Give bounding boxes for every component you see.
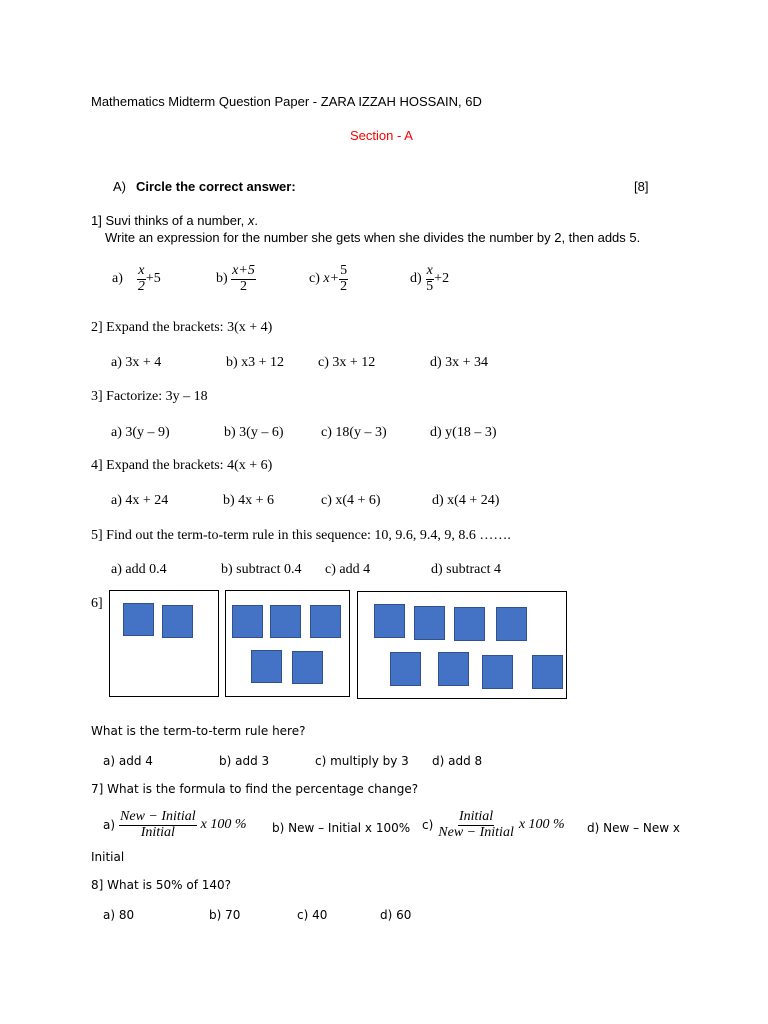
pattern-square: [374, 604, 405, 638]
q8-option-d[interactable]: d) 60: [380, 908, 412, 922]
q2-option-c[interactable]: c) 3x + 12: [318, 355, 376, 370]
q5-option-a[interactable]: a) add 0.4: [111, 562, 167, 577]
q6-label: 6]: [91, 596, 103, 611]
q7-option-a[interactable]: a) $\frac{\text{New − Initial}}{\text{Initial}}$ x 100 %: [103, 809, 247, 840]
q5-option-c[interactable]: c) add 4: [325, 562, 371, 577]
q8-option-b[interactable]: b) 70: [209, 908, 241, 922]
q7-option-b[interactable]: b) New – Initial x 100%: [272, 821, 411, 835]
q3-option-d[interactable]: d) y(18 – 3): [430, 425, 497, 440]
instruction-letter: A): [113, 179, 126, 194]
q6-option-d[interactable]: d) add 8: [432, 754, 483, 768]
pattern-square: [232, 605, 263, 638]
q4-option-a[interactable]: a) 4x + 24: [111, 493, 169, 508]
instruction-text: Circle the correct answer:: [136, 179, 296, 194]
q6-option-a[interactable]: a) add 4: [103, 754, 153, 768]
q7-option-d[interactable]: d) New – New x: [587, 821, 681, 835]
q5-question: 5] Find out the term-to-term rule in this sequence: 10, 9.6, 9.4, 9, 8.6 …….: [91, 528, 511, 543]
q1-question-line2: Write an expression for the number she gets when she divides the number by 2, then adds 5.: [105, 230, 641, 245]
pattern-term-3: [357, 591, 567, 699]
q8-option-a[interactable]: a) 80: [103, 908, 135, 922]
q4-option-b[interactable]: b) 4x + 6: [223, 493, 275, 508]
q1-question: 1] Suvi thinks of a number, x.: [91, 213, 258, 228]
q4-option-c[interactable]: c) x(4 + 6): [321, 493, 381, 508]
q6-option-c[interactable]: c) multiply by 3: [315, 754, 409, 768]
q7-option-c[interactable]: c) $\frac{\text{Initial}}{\text{New − Initial}}$ x 100 %: [422, 809, 565, 840]
paper-title: Mathematics Midterm Question Paper - ZARA IZZAH HOSSAIN, 6D: [91, 94, 482, 109]
pattern-square: [251, 650, 282, 683]
pattern-square: [482, 655, 513, 689]
q5-option-d[interactable]: d) subtract 4: [431, 562, 501, 577]
pattern-square: [123, 603, 154, 636]
q4-option-d[interactable]: d) x(4 + 24): [432, 493, 500, 508]
q2-option-b[interactable]: b) x3 + 12: [226, 355, 285, 370]
q3-option-b[interactable]: b) 3(y – 6): [224, 425, 284, 440]
q4-question: 4] Expand the brackets: 4(x + 6): [91, 458, 273, 473]
q5-option-b[interactable]: b) subtract 0.4: [221, 562, 302, 577]
q6-option-b[interactable]: b) add 3: [219, 754, 270, 768]
pattern-square: [532, 655, 563, 689]
q2-option-a[interactable]: a) 3x + 4: [111, 355, 162, 370]
pattern-square: [414, 606, 445, 640]
q8-option-c[interactable]: c) 40: [297, 908, 328, 922]
pattern-term-2: [225, 590, 350, 697]
pattern-square: [438, 652, 469, 686]
q8-question: 8] What is 50% of 140?: [91, 878, 232, 892]
pattern-term-1: [109, 590, 219, 697]
section-heading: Section - A: [350, 128, 413, 143]
q1-option-b[interactable]: b) $\frac{x+5}{2}$: [216, 263, 255, 294]
q1-option-c[interactable]: c) x+ $\frac{5}{2}$: [309, 263, 348, 294]
pattern-square: [270, 605, 301, 638]
q2-question: 2] Expand the brackets: 3(x + 4): [91, 320, 273, 335]
pattern-square: [496, 607, 527, 641]
pattern-square: [162, 605, 193, 638]
q3-question: 3] Factorize: 3y – 18: [91, 389, 208, 404]
q1-option-a[interactable]: a) $\frac{x}{2}$ +5: [112, 263, 161, 294]
q6-question: What is the term-to-term rule here?: [91, 724, 306, 738]
q2-option-d[interactable]: d) 3x + 34: [430, 355, 489, 370]
pattern-square: [454, 607, 485, 641]
q1-option-d[interactable]: d) $\frac{x}{5}$ +2: [410, 263, 450, 294]
pattern-square: [390, 652, 421, 686]
pattern-square: [292, 651, 323, 684]
pattern-square: [310, 605, 341, 638]
q7-question: 7] What is the formula to find the percentage change?: [91, 782, 419, 796]
q3-option-c[interactable]: c) 18(y – 3): [321, 425, 387, 440]
q3-option-a[interactable]: a) 3(y – 9): [111, 425, 170, 440]
q7-option-d-wrap: Initial: [91, 850, 125, 864]
instruction-marks: [8]: [634, 179, 649, 194]
